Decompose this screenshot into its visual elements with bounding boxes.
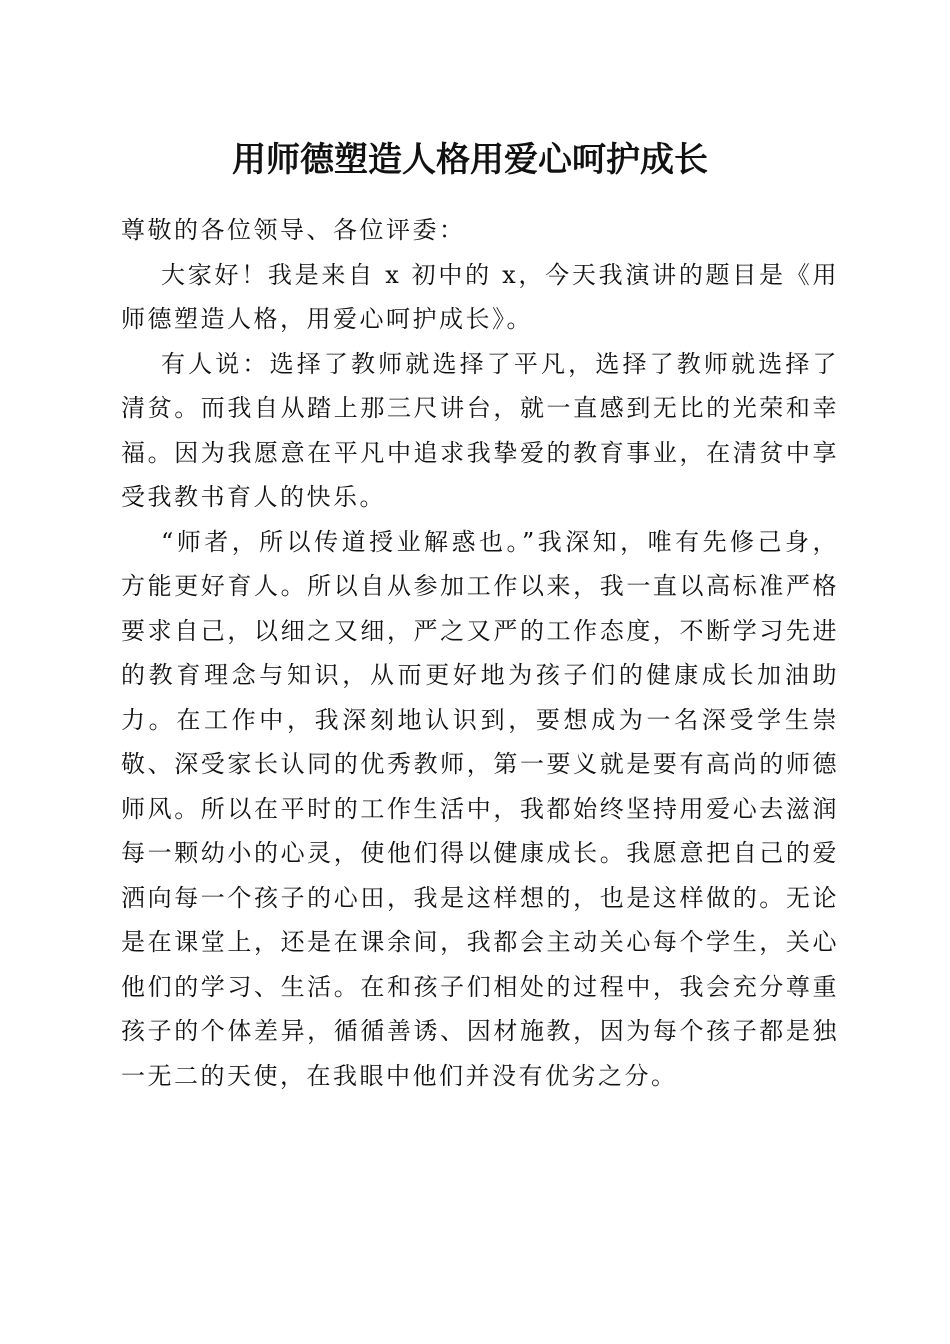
document-body — [121, 208, 839, 1098]
document-title: 用师德塑造人格用爱心呵护成长 — [232, 140, 708, 180]
salutation: 尊敬的各位领导、各位评委： — [121, 216, 466, 244]
paragraph-choice: 有人说：选择了教师就选择了平凡，选择了教师就选择了清贫。而我自从踏上那三尺讲台，就一直感到无比的光荣和幸福。因为我愿意在平凡中追求我挚爱的教育事业，在清贫中享受我教书育人的快乐。 — [121, 349, 839, 511]
paragraph-greeting: 大家好！我是来自 x 初中的 x，今天我演讲的题目是《用师德塑造人格，用爱心呵护成长》。 — [121, 260, 839, 333]
paragraph-teacher-ethics: “师者，所以传道授业解惑也。”我深知，唯有先修己身，方能更好育人。所以自从参加工作以来，我一直以高标准严格要求自己，以细之又细，严之又严的工作态度，不断学习先进的教育理念与知识，从而更好地为孩子们的健康成长加油助力。在工作中，我深刻地认识到，要想成为一名深受学生崇敬、深受家长认同的优秀教师，第一要义就是要有高尚的师德师风。所以在平时的工作生活中，我都始终坚持用爱心去滋润每一颗幼小的心灵，使他们得以健康成长。我愿意把自己的爱洒向每一个孩子的心田，我是这样想的，也是这样做的。无论是在课堂上，还是在课余间，我都会主动关心每个学生，关心他们的学习、生活。在和孩子们相处的过程中，我会充分尊重孩子的个体差异，循循善诱、因材施教，因为每个孩子都是独一无二的天使，在我眼中他们并没有优劣之分。 — [121, 527, 839, 1090]
